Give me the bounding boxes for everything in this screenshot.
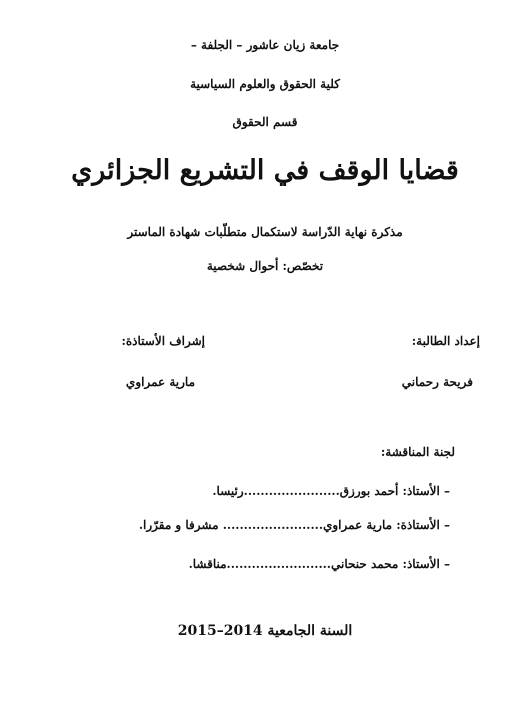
thesis-subtitle: مذكرة نهاية الدّراسة لاستكمال متطلّبات شهادة الماستر bbox=[127, 225, 403, 239]
faculty-name: كلية الحقوق والعلوم السياسية bbox=[190, 77, 340, 91]
specialization: تخصّص: أحوال شخصية bbox=[206, 259, 324, 273]
committee-member-president: – الأستاذ: أحمد بورزق.......................رئيسا. bbox=[212, 484, 450, 498]
committee-member-examiner: – الأستاذ: محمد حنحاني.........................مناقشا. bbox=[188, 557, 450, 571]
supervisor-name: مارية عمراوي bbox=[125, 375, 195, 389]
academic-year: السنة الجامعية 2014–2015 bbox=[177, 623, 353, 639]
committee-member-supervisor: – الأستاذة: مارية عمراوي........................ مشرفا و مقرّرا. bbox=[138, 518, 450, 532]
university-name: جامعة زيان عاشور – الجلفة – bbox=[190, 38, 340, 52]
student-name: فريحة رحماني bbox=[401, 375, 473, 389]
supervision-label: إشراف الأستاذة: bbox=[121, 334, 205, 348]
thesis-title: قضايا الوقف في التشريع الجزائري bbox=[71, 155, 459, 186]
committee-label: لجنة المناقشة: bbox=[380, 445, 455, 459]
department-name: قسم الحقوق bbox=[232, 115, 298, 129]
prepared-by-label: إعداد الطالبة: bbox=[411, 334, 480, 348]
